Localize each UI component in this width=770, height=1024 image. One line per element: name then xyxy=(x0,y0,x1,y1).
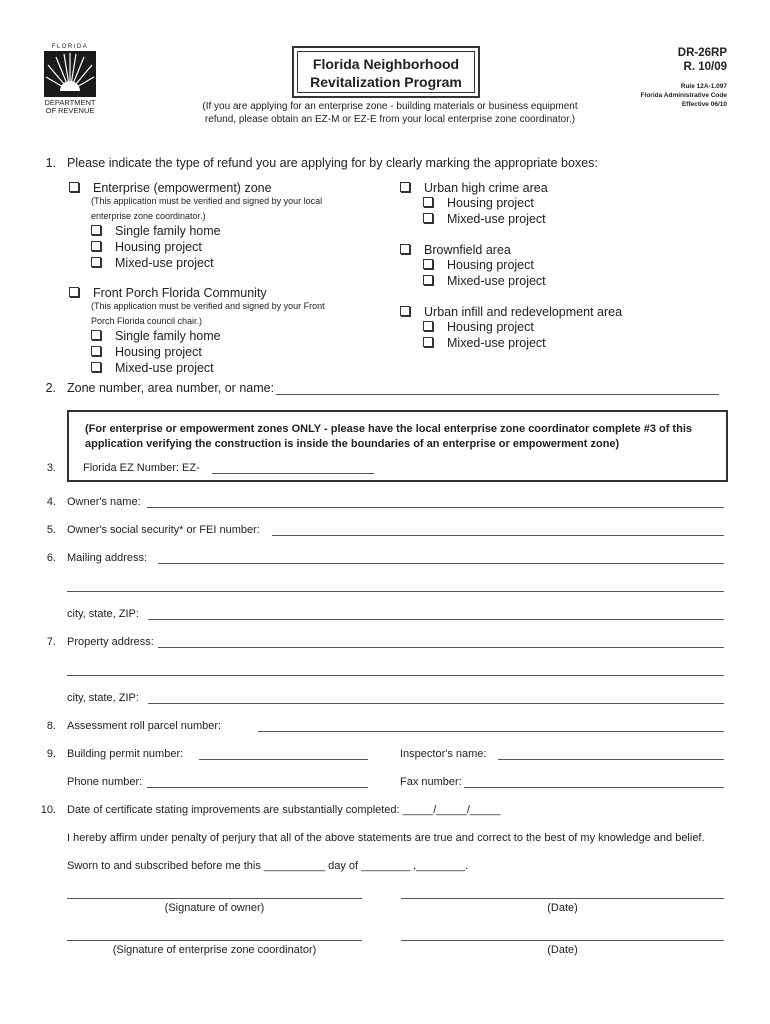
ez-mixed-use-option[interactable] xyxy=(91,256,214,270)
logo-department: DEPARTMENT OF REVENUE xyxy=(44,98,96,115)
property-address-field[interactable] xyxy=(158,647,724,648)
dor-logo xyxy=(42,44,98,118)
q10-number: 10. xyxy=(40,804,56,816)
q7-number: 7. xyxy=(46,636,56,648)
fp-note-2: Porch Florida council chair.) xyxy=(91,316,203,326)
rule-block xyxy=(641,82,727,109)
checkbox[interactable] xyxy=(400,182,410,192)
affirmation-text: I hereby affirm under penalty of perjury that all of the above statements are true and correct to the best of my knowledge and belief. xyxy=(67,832,705,844)
enterprise-note-2: enterprise zone coordinator.) xyxy=(91,211,206,221)
checkbox[interactable] xyxy=(69,182,79,192)
note-line-1: (If you are applying for an enterprise zone - building materials or business equipment xyxy=(202,101,578,112)
brownfield-option[interactable] xyxy=(400,243,511,257)
checkbox[interactable] xyxy=(423,213,433,223)
option-label: Brownfield area xyxy=(424,243,511,257)
owner-signature-caption: (Signature of owner) xyxy=(164,902,265,914)
coordinator-date-caption: (Date) xyxy=(547,944,578,956)
q5-label: Owner's social security* or FEI number: xyxy=(67,524,260,536)
q3-number: 3. xyxy=(46,462,56,474)
coordinator-signature-line[interactable] xyxy=(67,940,362,941)
q8-label: Assessment roll parcel number: xyxy=(67,720,222,732)
checkbox[interactable] xyxy=(400,244,410,254)
sworn-text[interactable]: Sworn to and subscribed before me this __________ day of ________ ,________. xyxy=(67,860,469,872)
q9-number: 9. xyxy=(46,748,56,760)
checkbox[interactable] xyxy=(91,225,101,235)
coordinator-signature-caption: (Signature of enterprise zone coordinator) xyxy=(112,944,317,956)
q7-label: Property address: xyxy=(67,636,154,648)
uc-housing-option[interactable] xyxy=(423,196,534,210)
checkbox[interactable] xyxy=(423,321,433,331)
front-porch-option[interactable] xyxy=(69,286,267,300)
admin-code: Florida Administrative Code xyxy=(640,92,727,99)
inspector-name-field[interactable] xyxy=(498,759,724,760)
checkbox[interactable] xyxy=(91,362,101,372)
q8-number: 8. xyxy=(46,720,56,732)
q2-number: 2. xyxy=(45,381,56,395)
parcel-number-field[interactable] xyxy=(258,731,724,732)
owner-name-field[interactable] xyxy=(147,507,724,508)
checkbox[interactable] xyxy=(69,287,79,297)
q3-label: Florida EZ Number: EZ- xyxy=(83,462,200,474)
revision: R. 10/09 xyxy=(683,61,727,73)
q5-number: 5. xyxy=(46,524,56,536)
property-city-label: city, state, ZIP: xyxy=(67,692,139,704)
mailing-address-line-2[interactable] xyxy=(67,591,724,592)
q4-label: Owner's name: xyxy=(67,496,141,508)
urban-infill-option[interactable] xyxy=(400,305,622,319)
ui-housing-option[interactable] xyxy=(423,320,534,334)
zone-number-field[interactable] xyxy=(276,394,719,395)
checkbox[interactable] xyxy=(91,241,101,251)
mailing-address-field[interactable] xyxy=(158,563,724,564)
fp-housing-option[interactable] xyxy=(91,345,202,359)
ez-single-family-option[interactable] xyxy=(91,224,221,238)
mailing-city-label: city, state, ZIP: xyxy=(67,608,139,620)
option-label: Urban high crime area xyxy=(424,181,548,195)
owner-date-line[interactable] xyxy=(401,898,724,899)
property-address-line-2[interactable] xyxy=(67,675,724,676)
owner-signature-line[interactable] xyxy=(67,898,362,899)
q1-number: 1. xyxy=(45,156,56,170)
enterprise-note-1: (This application must be verified and signed by your local xyxy=(91,196,323,206)
ui-mixed-use-option[interactable] xyxy=(423,336,546,350)
option-label: Mixed-use project xyxy=(447,274,546,288)
option-label: Urban infill and redevelopment area xyxy=(424,305,623,319)
form-number: DR-26RP xyxy=(677,47,727,59)
ssn-fei-field[interactable] xyxy=(272,535,724,536)
option-label: Mixed-use project xyxy=(115,256,214,270)
title-line-2: Revitalization Program xyxy=(310,74,462,90)
q1-text: Please indicate the type of refund you are applying for by clearly marking the appropriate boxes: xyxy=(67,156,598,170)
enterprise-zone-option[interactable] xyxy=(69,181,272,195)
option-label: Mixed-use project xyxy=(447,212,546,226)
checkbox[interactable] xyxy=(91,257,101,267)
rule-number: Rule 12A-1.097 xyxy=(680,83,727,90)
bf-housing-option[interactable] xyxy=(423,258,534,272)
permit-number-field[interactable] xyxy=(199,759,368,760)
bf-mixed-use-option[interactable] xyxy=(423,274,546,288)
uc-mixed-use-option[interactable] xyxy=(423,212,546,226)
checkbox[interactable] xyxy=(91,346,101,356)
q9-label: Building permit number: xyxy=(67,748,184,760)
fp-mixed-use-option[interactable] xyxy=(91,361,214,375)
option-label: Housing project xyxy=(115,345,202,359)
fp-note-1: (This application must be verified and signed by your Front xyxy=(91,301,325,311)
coordinator-date-line[interactable] xyxy=(401,940,724,941)
ez-number-field[interactable] xyxy=(212,473,374,474)
checkbox[interactable] xyxy=(400,306,410,316)
checkbox[interactable] xyxy=(423,275,433,285)
option-label: Mixed-use project xyxy=(447,336,546,350)
q6-number: 6. xyxy=(46,552,56,564)
property-city-field[interactable] xyxy=(148,703,724,704)
option-label: Housing project xyxy=(447,258,534,272)
fax-label: Fax number: xyxy=(400,776,462,788)
title-line-1: Florida Neighborhood xyxy=(312,56,460,72)
fax-number-field[interactable] xyxy=(464,787,724,788)
q10-label[interactable]: Date of certificate stating improvements are substantially completed: _____/_____/_____ xyxy=(67,804,501,816)
option-label: Single family home xyxy=(115,329,221,343)
ez-box-text: (For enterprise or empowerment zones ONLY - please have the local enterprise zone coordinator complete #3 of this application verifying the construction is inside the boundaries of an enterprise or empowerment zone) xyxy=(85,423,692,450)
option-label: Housing project xyxy=(447,196,534,210)
inspector-label: Inspector's name: xyxy=(400,748,487,760)
logo-state: FLORIDA xyxy=(51,44,89,50)
option-label: Housing project xyxy=(447,320,534,334)
q6-label: Mailing address: xyxy=(67,552,148,564)
option-label: Front Porch Florida Community xyxy=(93,286,267,300)
mailing-city-field[interactable] xyxy=(148,619,724,620)
ez-housing-option[interactable] xyxy=(91,240,202,254)
option-label: Single family home xyxy=(115,224,221,238)
option-label: Mixed-use project xyxy=(115,361,214,375)
effective-date: Effective 06/10 xyxy=(681,101,727,108)
note-line-2: refund, please obtain an EZ-M or EZ-E from your local enterprise zone coordinator.) xyxy=(204,114,576,125)
checkbox[interactable] xyxy=(423,259,433,269)
form-title-box xyxy=(292,46,480,98)
checkbox[interactable] xyxy=(423,197,433,207)
option-label: Enterprise (empowerment) zone xyxy=(93,181,272,195)
checkbox[interactable] xyxy=(423,337,433,347)
fp-single-family-option[interactable] xyxy=(91,329,221,343)
owner-date-caption: (Date) xyxy=(547,902,578,914)
q2-label: Zone number, area number, or name: xyxy=(67,381,275,395)
q4-number: 4. xyxy=(46,496,56,508)
sunburst-logo-icon xyxy=(44,51,96,97)
option-label: Housing project xyxy=(115,240,202,254)
checkbox[interactable] xyxy=(91,330,101,340)
form-number-block xyxy=(678,46,727,74)
phone-label: Phone number: xyxy=(67,776,143,788)
header-note xyxy=(180,100,600,126)
phone-number-field[interactable] xyxy=(147,787,368,788)
urban-crime-option[interactable] xyxy=(400,181,548,195)
